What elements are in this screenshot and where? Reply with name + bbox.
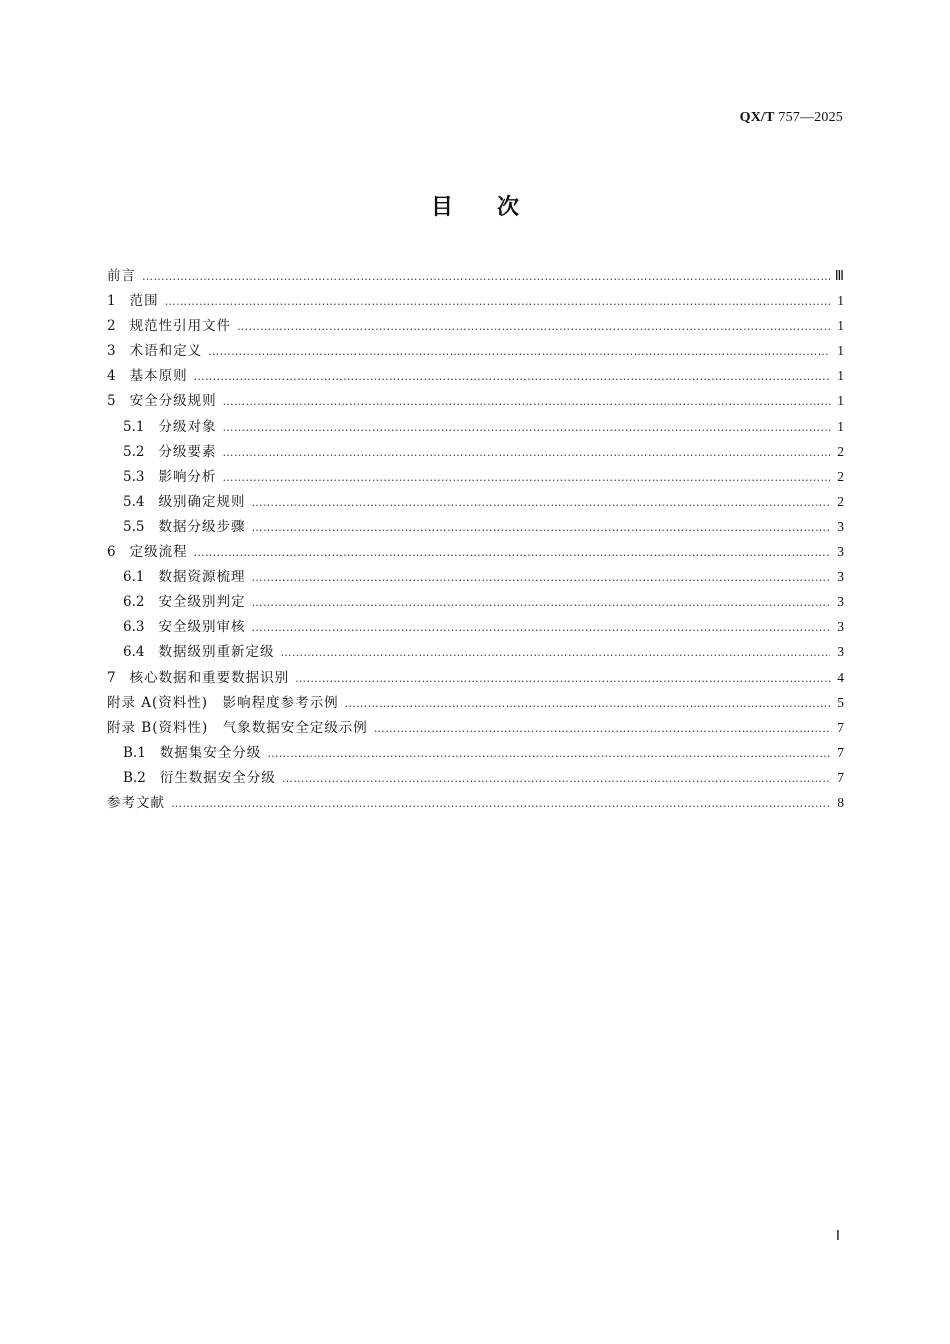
toc-dot-leader (280, 640, 830, 665)
toc-entry[interactable] (107, 363, 844, 388)
toc-dot-leader (345, 691, 830, 716)
toc-entry-label: 范围 (129, 293, 159, 310)
toc-entry-number: B.1 (123, 744, 146, 761)
toc-entry-page: Ⅲ (834, 268, 844, 283)
toc-entry-page: 1 (837, 368, 844, 384)
toc-entry-page: 5 (837, 694, 844, 710)
toc-entry-page: 3 (837, 594, 844, 610)
toc-dot-leader (194, 364, 830, 389)
toc-entry-label: 术语和定义 (129, 343, 203, 360)
toc-entry-number: 5.2 (123, 443, 145, 460)
toc-entry[interactable] (107, 715, 844, 740)
toc-entry-page: 7 (837, 769, 844, 785)
toc-entry-number: 3 (107, 343, 116, 360)
standard-code-number: 757—2025 (774, 110, 843, 125)
toc-entry-page: 1 (837, 393, 844, 409)
toc-dot-leader (251, 615, 830, 640)
toc-entry-label: 数据集安全分级 (159, 744, 262, 761)
toc-dot-leader (251, 490, 830, 515)
toc-entry-page: 3 (837, 544, 844, 560)
toc-dot-leader (374, 716, 830, 741)
toc-entry-page: 7 (837, 744, 844, 760)
toc-entry[interactable] (107, 539, 844, 564)
toc-entry-label: 附录 B(资料性) 气象数据安全定级示例 (107, 719, 368, 736)
toc-dot-leader (223, 389, 830, 414)
standard-code (740, 110, 843, 126)
toc-entry[interactable] (107, 288, 844, 313)
toc-entry-page: 1 (837, 318, 844, 334)
toc-dot-leader (251, 515, 830, 540)
toc-entry-page: 3 (837, 644, 844, 660)
toc-entry[interactable] (107, 740, 844, 765)
toc-entry-label: 参考文献 (107, 794, 165, 811)
toc-entry-number: 6.1 (123, 569, 145, 586)
toc-entry[interactable] (107, 414, 844, 439)
toc-entry-label: 分级对象 (158, 418, 217, 435)
toc-entry-number: 7 (107, 669, 116, 686)
toc-dot-leader (208, 339, 830, 364)
toc-entry[interactable] (107, 338, 844, 363)
toc-dot-leader (251, 565, 830, 590)
toc-entry[interactable] (107, 589, 844, 614)
toc-dot-leader (222, 440, 830, 465)
toc-dot-leader (267, 741, 830, 766)
toc-entry-page: 2 (837, 493, 844, 509)
toc-entry[interactable] (107, 564, 844, 589)
toc-dot-leader (171, 791, 830, 816)
toc-entry-label: 附录 A(资料性) 影响程度参考示例 (107, 694, 339, 711)
toc-entry-number: 1 (107, 293, 116, 310)
toc-dot-leader (237, 314, 830, 339)
toc-entry-number: 5.3 (123, 468, 145, 485)
toc-entry[interactable] (107, 639, 844, 664)
toc-entry-label: 数据级别重新定级 (158, 644, 275, 661)
toc-entry-number: 6.3 (123, 619, 145, 636)
toc-entry-label: 前言 (107, 268, 136, 284)
toc-entry[interactable] (107, 489, 844, 514)
toc-entry-label: 安全分级规则 (129, 393, 217, 410)
toc-entry-label: 分级要素 (158, 443, 217, 460)
toc-entry-label: 安全级别判定 (158, 594, 246, 611)
toc-entry-label: 安全级别审核 (158, 619, 246, 636)
toc-entry[interactable] (107, 790, 844, 815)
toc-dot-leader (194, 540, 830, 565)
toc-entry-page: 1 (837, 343, 844, 359)
toc-dot-leader (165, 289, 830, 314)
toc-entry-page: 3 (837, 619, 844, 635)
page-number: Ⅰ (835, 1229, 840, 1244)
toc-entry[interactable] (107, 464, 844, 489)
toc-dot-leader (282, 766, 830, 791)
toc-entry-page: 1 (837, 293, 844, 309)
toc-entry-number: 5.1 (123, 418, 145, 435)
toc-entry[interactable] (107, 690, 844, 715)
toc-entry[interactable] (107, 614, 844, 639)
toc-entry-page: 3 (837, 518, 844, 534)
toc-entry-page: 8 (837, 794, 844, 810)
toc-entry-number: 5 (107, 393, 116, 410)
toc-entry-number: 4 (107, 368, 116, 385)
toc-dot-leader (251, 590, 830, 615)
toc-entry-page: 4 (837, 669, 844, 685)
toc-entry-page: 7 (837, 719, 844, 735)
toc-entry-number: 6.4 (123, 644, 145, 661)
table-of-contents (107, 263, 844, 815)
toc-entry-number: 2 (107, 318, 116, 335)
toc-entry-label: 定级流程 (129, 544, 188, 561)
toc-entry[interactable] (107, 439, 844, 464)
toc-title: 目次 (430, 195, 563, 220)
toc-entry-number: 5.5 (123, 518, 145, 535)
toc-entry[interactable] (107, 765, 844, 790)
toc-entry[interactable] (107, 514, 844, 539)
toc-entry-label: 数据资源梳理 (158, 569, 246, 586)
toc-entry[interactable] (107, 665, 844, 690)
toc-entry-page: 3 (837, 569, 844, 585)
toc-entry-label: 级别确定规则 (158, 493, 246, 510)
toc-entry-number: 6.2 (123, 594, 145, 611)
toc-entry-label: 规范性引用文件 (129, 318, 232, 335)
toc-entry-number: 5.4 (123, 493, 145, 510)
toc-entry-number: 6 (107, 544, 116, 561)
toc-entry-page: 1 (837, 418, 844, 434)
toc-entry-page: 2 (837, 443, 844, 459)
toc-entry[interactable] (107, 388, 844, 413)
toc-dot-leader (222, 465, 830, 490)
toc-entry-label: 影响分析 (158, 468, 217, 485)
toc-entry-page: 2 (837, 468, 844, 484)
toc-entry[interactable] (107, 263, 844, 288)
toc-entry-label: 基本原则 (129, 368, 188, 385)
toc-entry-label: 数据分级步骤 (158, 518, 246, 535)
toc-entry-label: 核心数据和重要数据识别 (129, 669, 290, 686)
toc-entry[interactable] (107, 313, 844, 338)
toc-entry-label: 衍生数据安全分级 (159, 769, 276, 786)
toc-dot-leader (295, 666, 830, 691)
toc-dot-leader (222, 415, 830, 440)
toc-dot-leader (142, 264, 830, 289)
toc-entry-number: B.2 (123, 769, 146, 786)
standard-code-prefix: QX/T (739, 110, 775, 125)
